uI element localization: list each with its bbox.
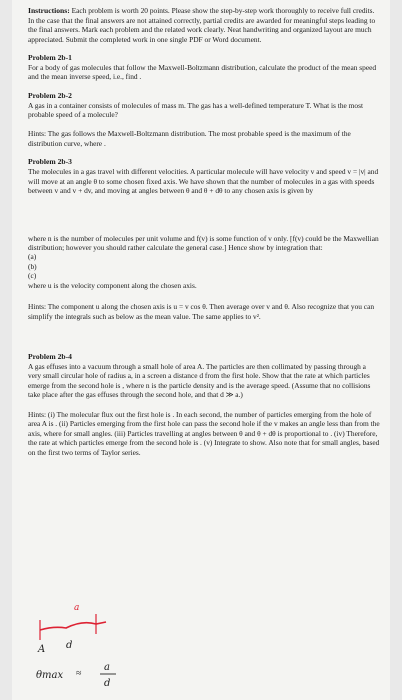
problem-2b-2-hint: Hints: The gas follows the Maxwell-Boltzmann distribution. The most probable speed is the maximum of the distribution curve, where .	[28, 129, 351, 148]
problem-2b-1	[28, 53, 380, 82]
problem-2b-3-hint: Hints: The component u along the chosen axis is u = v cos θ. Then average over v and θ. Also recognize that you can simplify the integrals such as below as the mean value. The same applies to v².	[28, 302, 375, 321]
part-b: (b)	[28, 261, 37, 271]
problem-2b-1-title: Problem 2b-1	[28, 53, 72, 63]
problem-2b-3-text: The molecules in a gas travel with different velocities. A particular molecule will have velocity v and speed v = |v| and will move at an angle θ to some chosen fixed axis. We have shown that the number of molecules in a gas with speeds between v and v + dv, and moving at angles between θ and θ + dθ to any chosen axis is given by	[28, 167, 379, 196]
problem-2b-3-after: where u is the velocity component along the chosen axis.	[28, 280, 197, 290]
problem-2b-4-hint: Hints: (i) The molecular flux out the first hole is . In each second, the number of particles emerging from the hole of area A is . (ii) Particles emerging from the first hole can pass the second hole if the v makes an angle less than from the axis, where for small angles. (iii) Particles travelling at angles between θ and θ + dθ is proportional to . (iv) Therefore, the rate at which particles emerge from the second hole is . (v) Integrate to show. Also note that for small angles, based on the first two terms of Taylor series.	[28, 409, 380, 457]
problem-2b-1-text: For a body of gas molecules that follow the Maxwell-Boltzmann distribution, calculate the product of the mean speed and the mean inverse speed, i.e., find .	[28, 62, 377, 82]
sketch-top-label: a	[74, 603, 80, 613]
sketch-approx: ≈	[76, 668, 82, 679]
problem-2b-4	[28, 352, 380, 457]
problem-2b-3-parts	[28, 252, 380, 280]
document-page	[12, 0, 390, 700]
problem-2b-3-where: where n is the number of molecules per unit volume and f(v) is some function of v only. [f(v) could be the Maxwellian distribution; however you should rather calculate the general case.] Hence show by integration that:	[28, 233, 379, 252]
problem-2b-2-text: A gas in a container consists of molecules of mass m. The gas has a well-defined temperature T. What is the most probable speed of a molecule?	[28, 100, 364, 119]
equation-placeholder	[28, 196, 380, 234]
sketch-frac-a: a	[104, 662, 110, 673]
problem-2b-3	[28, 157, 380, 321]
sketch-d: d	[66, 640, 73, 651]
problem-2b-3-title: Problem 2b-3	[28, 157, 72, 167]
instructions-label: Instructions:	[28, 6, 70, 15]
sketch-theta-max: θmax	[36, 670, 64, 681]
instructions-block	[28, 6, 380, 44]
problem-2b-4-title: Problem 2b-4	[28, 352, 72, 362]
problem-2b-4-text: A gas effuses into a vacuum through a small hole of area A. The particles are then collimated by passing through a very small circular hole of radius a, in a screen a distance d from the first hole. Show that the rate at which particles emerge from the second hole is , where n is the particle density and is the average speed. (Assume that no collisions take place after the gas effuses through the second hole, and that d ≫ a.)	[28, 361, 371, 400]
part-a: (a)	[28, 252, 37, 262]
handwritten-sketch	[32, 600, 182, 696]
instructions-text: Each problem is worth 20 points. Please show the step-by-step work thoroughly to receive full credits. In the case that the final answers are not attained correctly, partial credits are awarded for meaningful steps leading to the final answers. Mark each problem and the related work clearly. Neat handwriting and organized layout are much appreciated. Submit the completed work in one single PDF or Word document.	[28, 6, 376, 44]
problem-2b-2-title: Problem 2b-2	[28, 90, 72, 100]
sketch-frac-d: d	[104, 678, 111, 689]
part-c: (c)	[28, 271, 37, 281]
sketch-A: A	[38, 644, 46, 655]
problem-2b-2	[28, 91, 380, 149]
